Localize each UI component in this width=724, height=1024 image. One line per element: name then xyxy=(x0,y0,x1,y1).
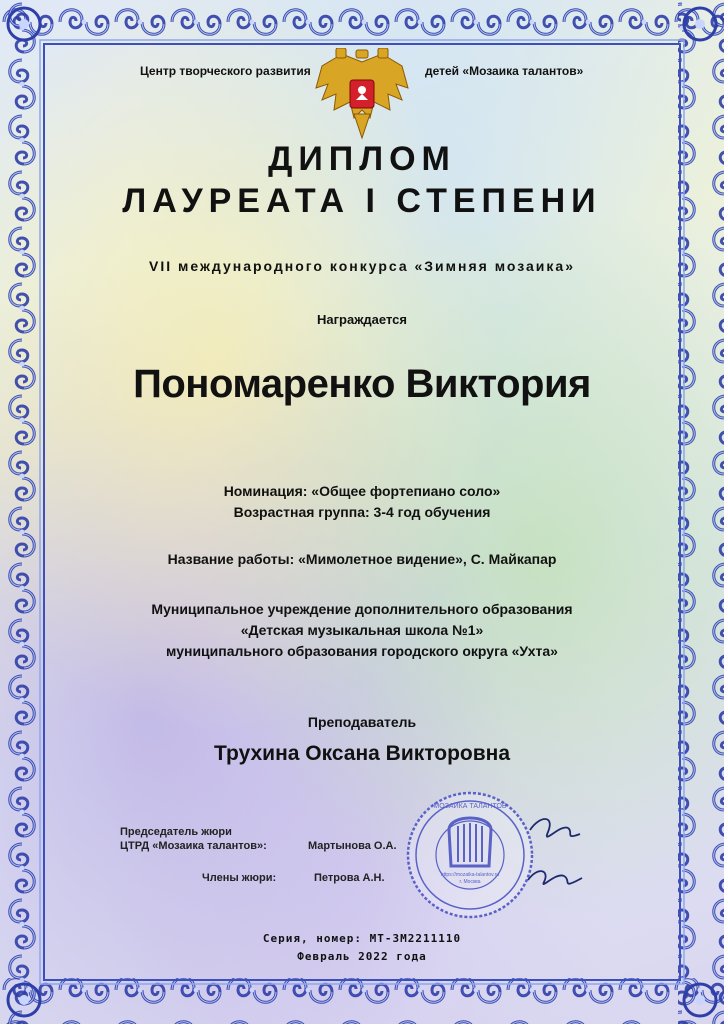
jury-members-label: Члены жюри: xyxy=(202,872,277,884)
signature-scribble-icon xyxy=(520,810,590,900)
issue-date: Февраль 2022 года xyxy=(297,950,427,963)
jury-members-name: Петрова А.Н. xyxy=(314,872,385,884)
institution-block xyxy=(0,599,724,662)
contest-name: VII международного конкурса «Зимняя мозаика» xyxy=(149,258,575,274)
org-name-left: Центр творческого развития xyxy=(140,64,311,78)
jury-chair-title: Председатель жюри xyxy=(120,826,232,838)
age-group: Возрастная группа: 3-4 год обучения xyxy=(233,504,491,520)
diploma-degree: ЛАУРЕАТА I СТЕПЕНИ xyxy=(122,182,602,220)
institution-line-2: «Детская музыкальная школа №1» xyxy=(240,622,484,638)
teacher-label: Преподаватель xyxy=(307,714,417,730)
jury-chair-org: ЦТРД «Мозаика талантов»: xyxy=(120,840,267,852)
award-label: Награждается xyxy=(317,312,407,327)
official-seal-icon xyxy=(405,790,535,920)
coat-of-arms-icon xyxy=(312,48,412,140)
serial-block xyxy=(0,930,724,966)
seal-url: https://mozaika-talantov.ru xyxy=(440,872,500,878)
institution-line-1: Муниципальное учреждение дополнительного образования xyxy=(151,601,573,617)
teacher-name: Трухина Оксана Викторовна xyxy=(213,742,511,765)
serial-number: Серия, номер: МТ-ЗМ2211110 xyxy=(262,932,462,945)
nomination-block xyxy=(0,481,724,523)
org-name-right: детей «Мозаика талантов» xyxy=(425,64,584,78)
work-title: Название работы: «Мимолетное видение», С. Майкапар xyxy=(167,551,557,567)
nomination: Номинация: «Общее фортепиано соло» xyxy=(223,483,501,499)
seal-top-text: МОЗАИКА ТАЛАНТОВ xyxy=(433,803,507,810)
diploma-title: ДИПЛОМ xyxy=(268,140,456,178)
institution-line-3: муниципального образования городского округа «Ухта» xyxy=(166,643,558,659)
seal-city: г. Москва xyxy=(459,879,481,885)
recipient-name: Пономаренко Виктория xyxy=(133,362,591,406)
jury-chair-name: Мартынова О.А. xyxy=(308,840,397,852)
